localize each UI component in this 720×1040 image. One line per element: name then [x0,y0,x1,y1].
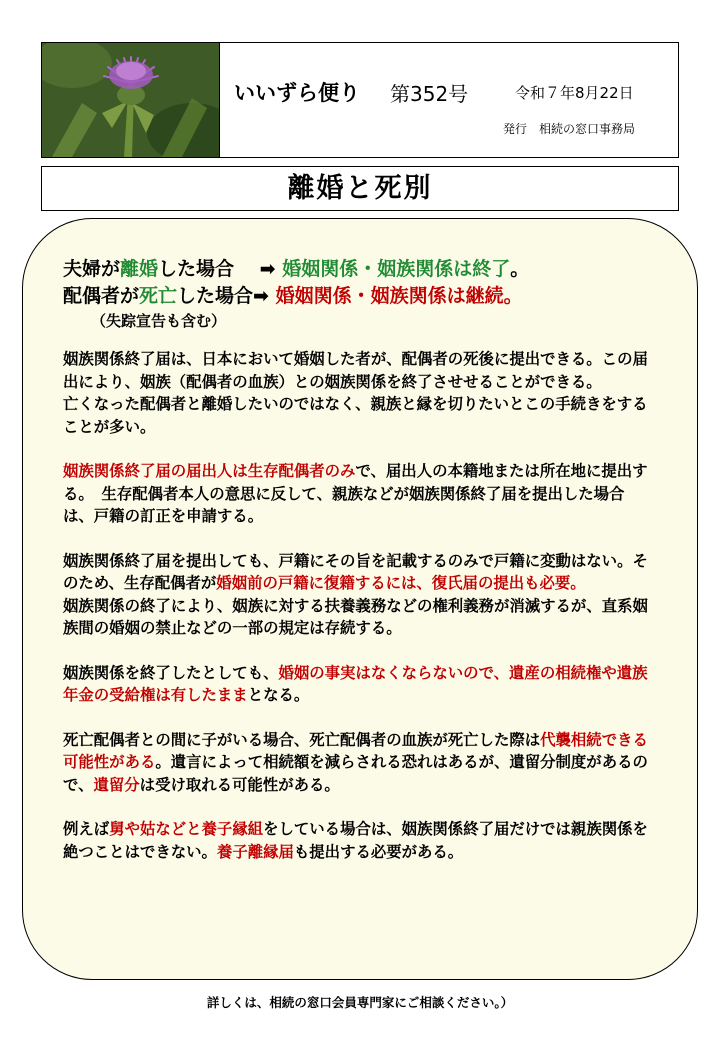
paragraph-1: 姻族関係終了届は、日本において婚姻した者が、配偶者の死後に提出できる。この届出により、姻族（配偶者の血族）との姻族関係を終了させせることができる。 [63,350,648,391]
paragraph-3 [63,550,653,595]
highlight-green: 離婚 [120,258,159,280]
highlight-green: 死亡 [139,285,178,307]
page-title: 離婚と死別 [287,173,433,204]
highlight-red: 婚姻関係・姻族関係は継続 [275,285,504,307]
summary-death [63,283,643,310]
paragraph-text: 。遺言によって相続額を減らされる恐れはあるが、遺留分制度があるので、 [63,753,648,794]
highlight-red: 婚姻前の戸籍に復籍するには、復氏届の提出も必要。 [216,574,586,592]
summary-text: した場合➡ [177,285,276,307]
paragraph-text: をしている場合は、姻族関係終了届だけでは親族関係を絶つことはできない。 [63,820,648,861]
highlight-red: 遺留分 [93,775,140,794]
body-text [63,348,653,863]
paragraph-text: 姻族関係終了届を提出しても、戸籍にその旨を記載するのみで戸籍に変動はない。そのため、生存配偶者が [63,551,648,592]
newsletter-name: いいずら便り [234,81,360,105]
highlight-red: 婚姻の事実はなくならないので、遺産の相続権や遺族年金の受給権は有したまま [63,663,648,704]
paragraph-4 [63,662,653,707]
summary-divorce [63,256,643,283]
footer-note: 詳しくは、相続の窓口会員専門家にご相談ください。） [206,995,514,1010]
header-divider [219,43,220,157]
highlight-red: 舅や姑などと養子縁組 [109,820,264,838]
paragraph-2 [63,460,653,528]
highlight-red: 姻族関係終了届の届出人は生存配偶者のみ [63,462,356,480]
thistle-flower-photo [42,43,219,157]
paragraph-text: 例えば [63,820,110,838]
summary-text: した場合 ➡ [158,258,283,280]
summary-text: 配偶者が [63,285,140,307]
highlight-red: 。 [503,285,523,307]
paragraph-text: となる。 [247,686,310,704]
paragraph-text: も提出する必要がある。 [293,842,464,861]
paragraph-text: 姻族関係を終了したとしても、 [63,663,279,682]
summary-text: 。 [510,258,530,280]
summary-text: 夫婦が [63,258,121,280]
title-box [41,166,679,211]
paragraph-5 [63,729,653,797]
newsletter-header [41,42,679,158]
paragraph-6 [63,818,653,863]
paragraph-1b: 亡くなった配偶者と離婚したいのではなく、親族と縁を切りたいとこの手続きをすることが多い。 [63,395,648,436]
issue-date: 令和７年8月22日 [515,84,634,102]
paragraph-3b: 姻族関係の終了により、姻族に対する扶養義務などの権利義務が消滅するが、直系姻族間の婚姻の禁止などの一部の規定は存続する。 [63,596,648,637]
paragraph-text: で、届出人の本籍地または所在地に提出する。 生存配偶者本人の意思に反して、親族などが姻族関係終了届を提出した場合は、戸籍の訂正を申請する。 [63,462,648,525]
highlight-red: 代襲相続できる可能性がある [63,730,648,771]
issue-number: 第352号 [390,82,469,106]
highlight-red: 養子離縁届 [216,842,294,861]
highlight-green: 婚姻関係・姻族関係は終了 [282,258,511,280]
paragraph-text: は受け取れる可能性がある。 [139,775,340,794]
summary-note: （失踪宣告も含む） [91,312,227,330]
publisher: 発行 相続の窓口事務局 [503,122,636,136]
summary-block [63,256,643,332]
paragraph-text: 死亡配偶者との間に子がいる場合、死亡配偶者の血族が死亡した際は [63,730,541,749]
